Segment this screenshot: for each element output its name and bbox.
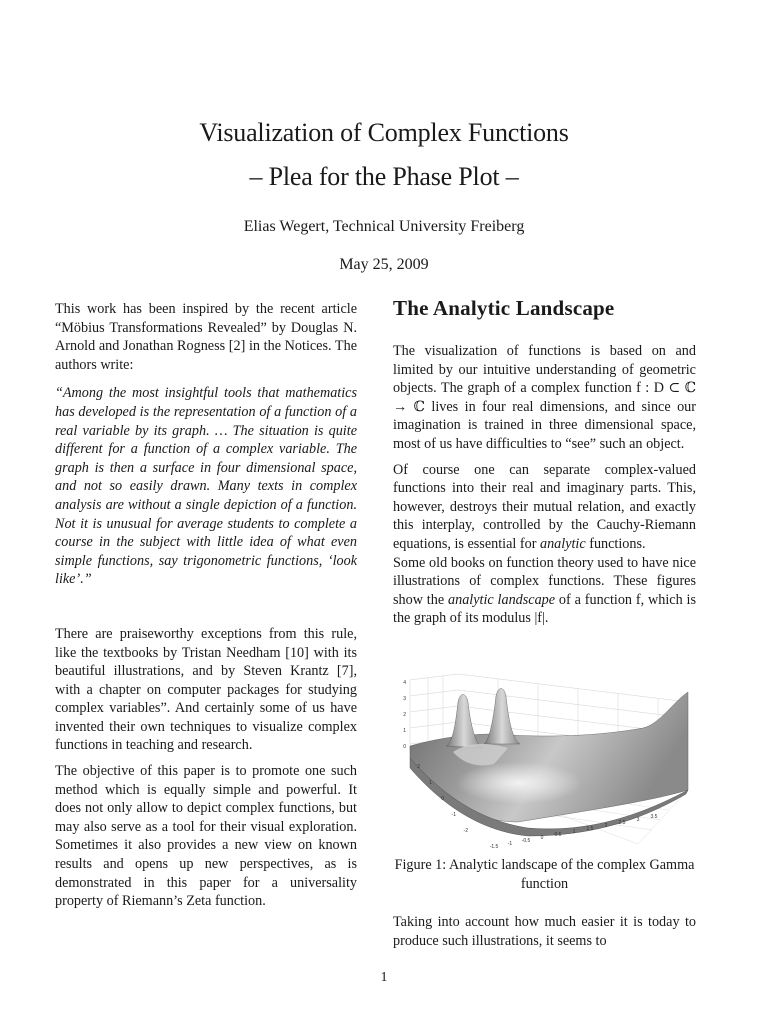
x-tick: 1.5 — [586, 826, 594, 832]
z-tick: 0 — [403, 744, 406, 750]
para3-tail: of a function f, which is the graph of its modulus |f|. — [393, 591, 696, 627]
x-tick: 3.5 — [650, 814, 658, 820]
x-tick: 2 — [604, 823, 608, 829]
x-tick: 1 — [572, 829, 576, 835]
x-tick: -0.5 — [521, 838, 531, 844]
y-tick: -1 — [451, 812, 456, 818]
x-tick: 0.5 — [554, 832, 562, 838]
x-tick: -1.5 — [489, 844, 499, 850]
left-column — [55, 300, 357, 911]
right-column — [393, 296, 696, 628]
x-tick: 3 — [636, 817, 640, 823]
z-tick: 2 — [403, 712, 406, 718]
page-number: 1 — [380, 970, 388, 985]
para3-text: Some old books on function theory used to have nice illustrations of complex functions. These figures show the — [393, 554, 696, 608]
paragraph-objective: The objective of this paper is to promote one such method which is equally simple and powerful. It does not only allow to depict complex functions, but may also serve as a tool for their visual exploration. Sometimes it also provides a new view on known results and opens up new perspectives, as is demonstrated in this paper for a universality property of Riemann’s Zeta function. — [55, 763, 357, 910]
figure-analytic-landscape — [398, 672, 694, 852]
y-tick: -2 — [463, 828, 468, 834]
paper-author: Elias Wegert, Technical University Freiberg — [243, 218, 525, 235]
quote-paragraph: “Among the most insightful tools that mathematics has developed is the representation of a function of a real variable by its graph. … The situation is quite different for a function of a complex variable. The graph is then a surface in four dimensional space, and not so easily drawn. Many texts in complex analysis are without a single depiction of a function. Not it is unusual for average students to complete a course in the subject with little idea of what even simple functions, say trigonometric functions, ‘look like’.” — [55, 385, 357, 588]
x-tick: 2.5 — [618, 820, 626, 826]
paragraph-real-imag — [393, 461, 696, 554]
paragraph-after-figure: Taking into account how much easier it is today to produce such illustrations, it seems to — [393, 914, 696, 949]
para2-text: Of course one can separate complex-valued functions into their real and imaginary parts. This, however, destroys their mutual relation, and exactly this interplay, controlled by the Cauchy-Riemann equations, is essential for — [393, 461, 696, 552]
x-tick: -1 — [507, 841, 513, 847]
y-tick: 2 — [417, 764, 420, 770]
paragraph-visualization: The visualization of functions is based on and limited by our intuitive understanding of geometric objects. The graph of a complex function f : D ⊂ ℂ → ℂ lives in four real dimensions, and since our imagination is trained in three dimensional space, most of us have difficulties to “see” such an object. — [393, 343, 696, 452]
paper-title-line2: – Plea for the Phase Plot – — [249, 162, 519, 191]
paragraph-old-books — [393, 554, 696, 628]
para2-tail: functions. — [585, 535, 646, 552]
z-tick: 4 — [403, 680, 406, 686]
y-tick: 0 — [441, 796, 444, 802]
paper-date: May 25, 2009 — [339, 256, 429, 273]
z-tick: 1 — [403, 728, 406, 734]
z-axis-ticks — [403, 680, 406, 750]
gamma-landscape-plot — [398, 672, 694, 852]
paragraph-exceptions: There are praiseworthy exceptions from this rule, like the textbooks by Tristan Needham [10] with its beautiful illustrations, and by Steven Krantz [7], with a chapter on computer packages for studying complex variables”. And certainly some of us have invented their own techniques to visualize complex functions in teaching and research. — [55, 625, 357, 754]
para3-emphasis: analytic landscape — [448, 591, 556, 608]
intro-paragraph: This work has been inspired by the recent article “Möbius Transformations Revealed” by Douglas N. Arnold and Jonathan Rogness [2] in the Notices. The authors write: — [55, 301, 357, 373]
section-heading: The Analytic Landscape — [393, 296, 615, 320]
paper-title-line1: Visualization of Complex Functions — [199, 118, 569, 147]
y-tick: 1 — [429, 780, 432, 786]
para2-emphasis: analytic — [539, 535, 586, 552]
x-tick: 0 — [540, 835, 544, 841]
figure-caption: Figure 1: Analytic landscape of the complex Gamma function — [394, 857, 695, 892]
z-tick: 3 — [403, 696, 406, 702]
